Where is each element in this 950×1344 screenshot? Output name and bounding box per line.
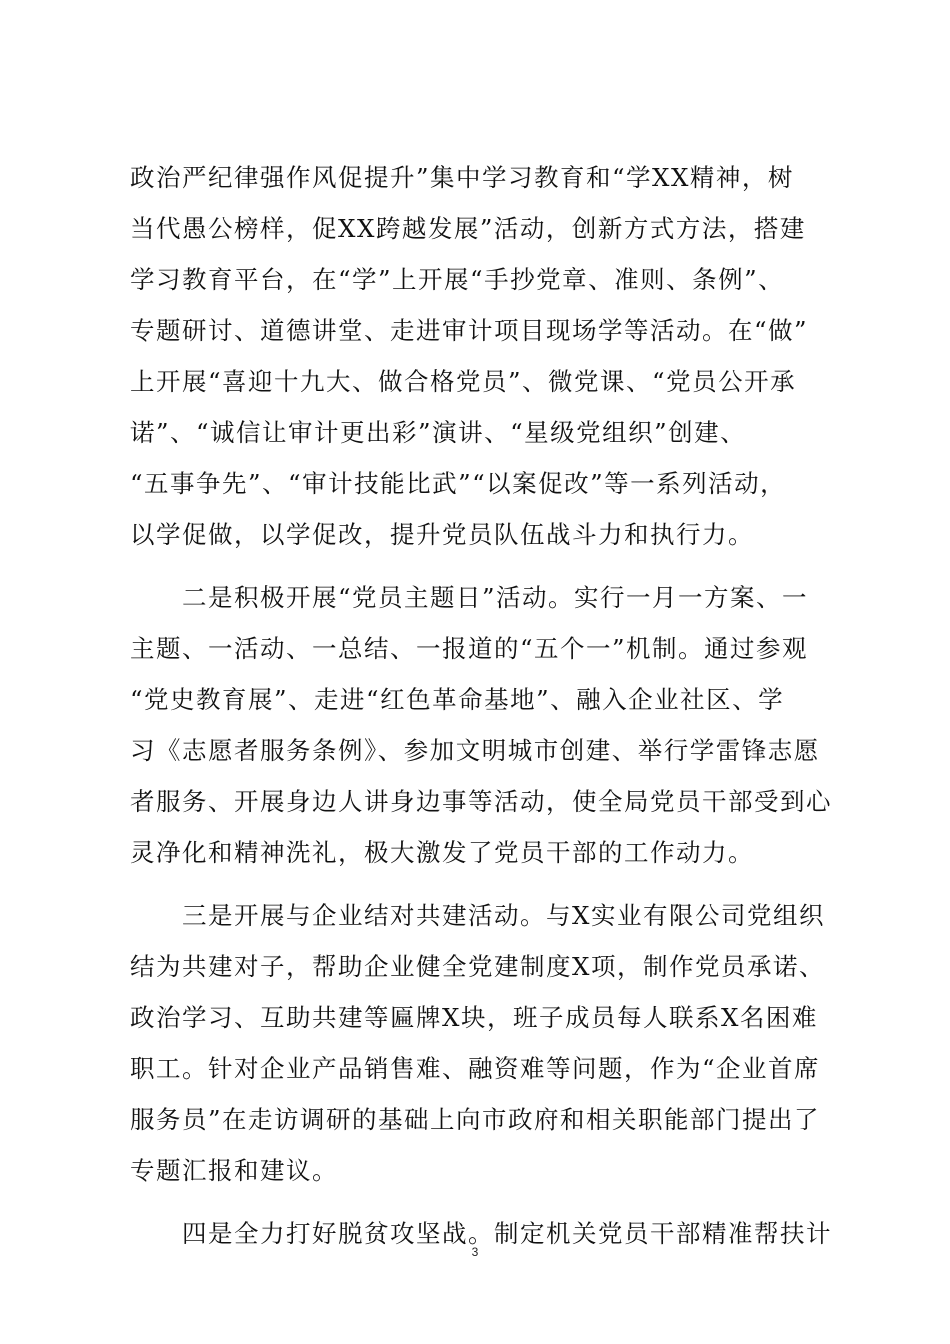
text-line: 诺”、“诚信让审计更出彩”演讲、“星级党组织”创建、 [130,418,747,447]
text-line: 习《志愿者服务条例》、参加文明城市创建、举行学雷锋志愿 [130,736,820,765]
paragraph-2 [130,572,830,878]
paragraph-gap [130,1196,830,1208]
text-line: 以学促做，以学促改，提升党员队伍战斗力和执行力。 [130,520,754,549]
text-line: 专题汇报和建议。 [130,1156,338,1185]
text-line: 主题、一活动、一总结、一报道的“五个一”机制。通过参观 [130,634,809,663]
text-line: 四是全力打好脱贫攻坚战。制定机关党员干部精准帮扶计 [130,1219,832,1248]
text-line: 结为共建对子，帮助企业健全党建制度X项，制作党员承诺、 [130,952,825,981]
paragraph-gap [130,878,830,890]
text-line: 二是积极开展“党员主题日”活动。实行一月一方案、一 [130,583,809,612]
paragraph-3 [130,890,830,1196]
paragraph-gap [130,560,830,572]
text-line: 灵净化和精神洗礼，极大激发了党员干部的工作动力。 [130,838,754,867]
paragraph-1 [130,152,830,560]
text-line: 当代愚公榜样，促XX跨越发展”活动，创新方式方法，搭建 [130,214,806,243]
text-line: 者服务、开展身边人讲身边事等活动，使全局党员干部受到心 [130,787,832,816]
text-line: 三是开展与企业结对共建活动。与X实业有限公司党组织 [130,901,825,930]
body-text [130,152,830,1259]
text-line: 职工。针对企业产品销售难、融资难等问题，作为“企业首席 [130,1054,821,1083]
page-number: 3 [471,1245,479,1259]
text-line: 政治严纪律强作风促提升”集中学习教育和“学XX精神，树 [130,163,794,192]
text-line: 专题研讨、道德讲堂、走进审计项目现场学等活动。在“做” [130,316,809,345]
text-line: “党史教育展”、走进“红色革命基地”、融入企业社区、学 [130,685,785,714]
text-line: 上开展“喜迎十九大、做合格党员”、微党课、“党员公开承 [130,367,797,396]
text-line: 服务员”在走访调研的基础上向市政府和相关职能部门提出了 [130,1105,821,1134]
text-line: 学习教育平台，在“学”上开展“手抄党章、准则、条例”、 [130,265,785,294]
text-line: “五事争先”、“审计技能比武”“以案促改”等一系列活动， [130,469,787,498]
text-line: 政治学习、互助共建等匾牌X块，班子成员每人联系X名困难 [130,1003,818,1032]
